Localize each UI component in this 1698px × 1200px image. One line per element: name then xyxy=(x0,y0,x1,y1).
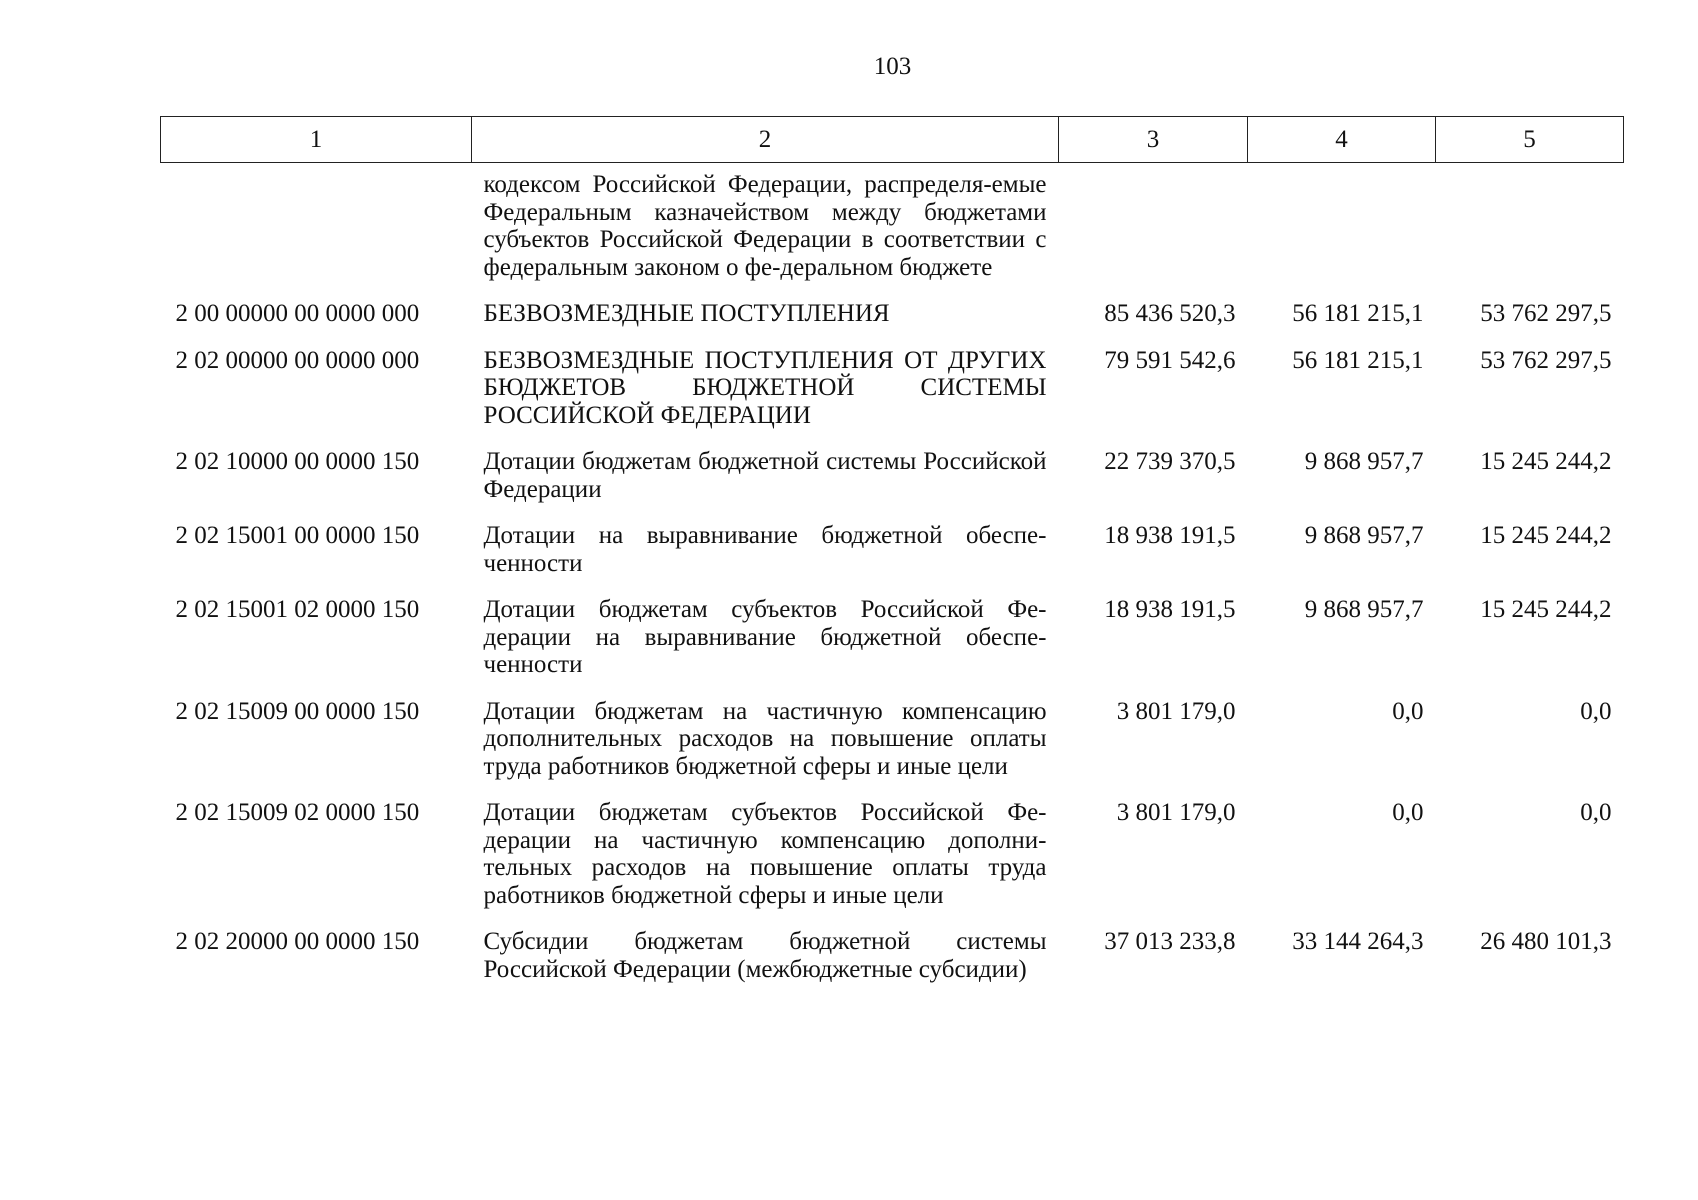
amount-col-4: 9 868 957,7 xyxy=(1304,448,1424,475)
amount-col-3: 3 801 179,0 xyxy=(1116,697,1236,725)
amount-col-3: 3 801 179,0 xyxy=(1116,799,1236,826)
table-row xyxy=(161,923,1624,997)
amount-col-5: 0,0 xyxy=(1580,697,1612,725)
revenue-description: Дотации бюджетам субъектов Российской Федерации на выравнивание бюджетной обеспеченности xyxy=(483,596,1047,678)
table-row xyxy=(161,295,1624,342)
revenue-description: Дотации бюджетам субъектов Российской Федерации на частичную компенсацию дополнительных расходов на повышение оплаты труда работников бюджетной сферы и иные цели xyxy=(483,799,1047,909)
revenue-description: Дотации бюджетам бюджетной системы Российской Федерации xyxy=(483,448,1047,503)
column-header-2: 2 xyxy=(472,117,1059,163)
page-number: 103 xyxy=(873,53,912,80)
budget-code: 2 02 00000 00 0000 000 xyxy=(175,346,420,374)
budget-code: 2 02 15001 02 0000 150 xyxy=(175,596,420,623)
budget-code: 2 00 00000 00 0000 000 xyxy=(175,300,420,327)
amount-col-4: 56 181 215,1 xyxy=(1292,300,1424,327)
table-row xyxy=(161,794,1624,923)
column-header-5: 5 xyxy=(1436,117,1624,163)
amount-col-4: 33 144 264,3 xyxy=(1292,928,1424,955)
column-header-3: 3 xyxy=(1059,117,1248,163)
revenue-description: Дотации бюджетам на частичную компенсацию дополнительных расходов на повышение оплаты труда работников бюджетной сферы и иные цели xyxy=(483,697,1047,780)
amount-col-4 xyxy=(1248,163,1436,296)
table-row xyxy=(161,163,1624,296)
amount-col-3: 22 739 370,5 xyxy=(1104,448,1236,475)
budget-code: 2 02 15001 00 0000 150 xyxy=(175,522,420,549)
budget-code: 2 02 10000 00 0000 150 xyxy=(175,448,420,475)
amount-col-4: 0,0 xyxy=(1392,799,1424,826)
amount-col-5: 26 480 101,3 xyxy=(1480,928,1612,955)
revenue-description: кодексом Российской Федерации, распределя-емые Федеральным казначейством между бюджетами субъектов Российской Федерации в соответствии с федеральным законом о фе-деральном бюджете xyxy=(483,171,1047,281)
amount-col-5: 53 762 297,5 xyxy=(1480,346,1612,374)
budget-code: 2 02 15009 00 0000 150 xyxy=(175,697,420,725)
amount-col-4: 56 181 215,1 xyxy=(1292,346,1424,374)
amount-col-5: 15 245 244,2 xyxy=(1480,522,1612,549)
column-number-header-row xyxy=(161,117,1624,163)
amount-col-5: 53 762 297,5 xyxy=(1480,300,1612,327)
table-row xyxy=(161,693,1624,795)
amount-col-3: 18 938 191,5 xyxy=(1104,596,1236,623)
budget-code: 2 02 15009 02 0000 150 xyxy=(175,799,420,826)
budget-code: 2 02 20000 00 0000 150 xyxy=(175,928,420,955)
amount-col-3: 37 013 233,8 xyxy=(1104,928,1236,955)
amount-col-3: 85 436 520,3 xyxy=(1104,300,1236,327)
table-row xyxy=(161,342,1624,444)
column-header-4: 4 xyxy=(1248,117,1436,163)
budget-revenue-table xyxy=(160,116,1624,997)
budget-code xyxy=(161,163,472,296)
amount-col-5: 15 245 244,2 xyxy=(1480,596,1612,623)
table-row xyxy=(161,517,1624,591)
revenue-description: Субсидии бюджетам бюджетной системы Российской Федерации (межбюджетные субсидии) xyxy=(483,928,1047,983)
amount-col-4: 9 868 957,7 xyxy=(1304,522,1424,549)
amount-col-3 xyxy=(1059,163,1248,296)
amount-col-5: 0,0 xyxy=(1580,799,1612,826)
amount-col-4: 9 868 957,7 xyxy=(1304,596,1424,623)
column-header-1: 1 xyxy=(161,117,472,163)
revenue-description: БЕЗВОЗМЕЗДНЫЕ ПОСТУПЛЕНИЯ ОТ ДРУГИХ БЮДЖЕТОВ БЮДЖЕТНОЙ СИСТЕМЫ РОССИЙСКОЙ ФЕДЕРАЦИИ xyxy=(483,346,1047,429)
amount-col-3: 18 938 191,5 xyxy=(1104,522,1236,549)
amount-col-5: 15 245 244,2 xyxy=(1480,448,1612,475)
amount-col-5 xyxy=(1436,163,1624,296)
amount-col-3: 79 591 542,6 xyxy=(1104,346,1236,374)
revenue-description: Дотации на выравнивание бюджетной обеспеченности xyxy=(483,522,1047,577)
amount-col-4: 0,0 xyxy=(1392,697,1424,725)
table-row xyxy=(161,591,1624,693)
revenue-description: БЕЗВОЗМЕЗДНЫЕ ПОСТУПЛЕНИЯ xyxy=(483,300,890,327)
table-row xyxy=(161,443,1624,517)
